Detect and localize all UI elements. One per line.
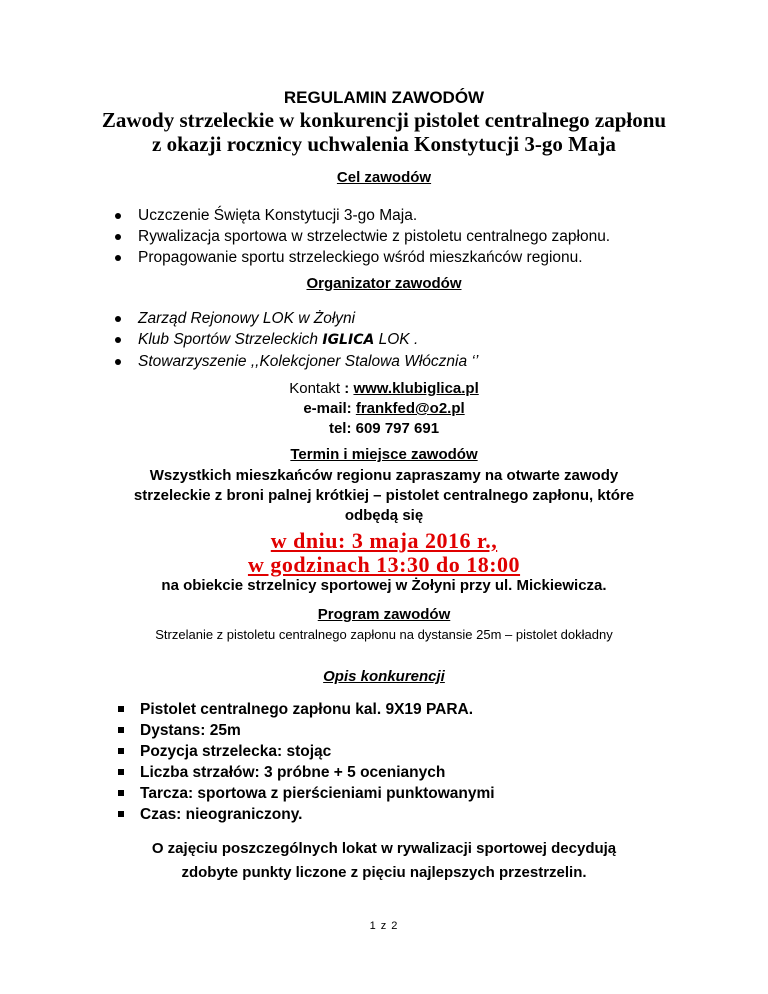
- conclusion: O zajęciu poszczególnych lokat w rywalizacji sportowej decydują zdobyte punkty liczone z pięciu najlepszych przestrzelin.: [151, 840, 617, 881]
- event-location: na obiekcie strzelnicy sportowej w Żołyni przy ul. Mickiewicza.: [161, 577, 607, 594]
- title-line-1: Zawody strzeleckie w konkurencji pistolet centralnego zapłonu: [101, 108, 667, 132]
- website-line: Kontakt : www.klubiglica.pl: [289, 380, 479, 397]
- list-item: Pozycja strzelecka: stojąc: [140, 743, 332, 760]
- document-type: REGULAMIN ZAWODÓW: [283, 88, 485, 107]
- list-item: Propagowanie sportu strzeleckiego wśród mieszkańców regionu.: [138, 249, 583, 266]
- competition-heading: Opis konkurencji: [323, 668, 445, 685]
- schedule-heading: Termin i miejsce zawodów: [290, 446, 478, 463]
- list-item: Uczczenie Święta Konstytucji 3-go Maja.: [138, 207, 418, 224]
- email-link[interactable]: frankfed@o2.pl: [355, 400, 465, 417]
- list-item: Rywalizacja sportowa w strzelectwie z pistoletu centralnego zapłonu.: [138, 228, 611, 245]
- list-item: Klub Sportów Strzeleckich IGLICA LOK .: [138, 331, 419, 348]
- list-item: Stowarzyszenie ,,Kolekcjoner Stalowa Włócznia ‘’: [138, 353, 479, 370]
- list-item: Dystans: 25m: [140, 722, 241, 739]
- competition-list: [118, 699, 495, 825]
- list-item: Liczba strzałów: 3 próbne + 5 ocenianych: [140, 764, 446, 781]
- goals-heading: Cel zawodów: [336, 169, 432, 186]
- list-item: Czas: nieograniczony.: [140, 806, 303, 823]
- event-date: w dniu: 3 maja 2016 r.,: [270, 528, 498, 553]
- iglica-brand: IGLICA: [322, 332, 375, 348]
- email-line: e-mail: frankfed@o2.pl: [303, 400, 465, 417]
- website-link[interactable]: www.klubiglica.pl: [353, 380, 479, 397]
- schedule-text: Wszystkich mieszkańców regionu zapraszamy na otwarte zawody strzeleckie z broni palnej krótkiej – pistolet centralnego zapłonu, które odbędą się: [133, 467, 635, 524]
- page-number: 1 z 2: [369, 920, 399, 932]
- event-hours: w godzinach 13:30 do 18:00: [247, 552, 521, 577]
- list-item: Tarcza: sportowa z pierścieniami punktowanymi: [140, 785, 495, 802]
- document-title: [0, 108, 768, 156]
- organizer-heading: Organizator zawodów: [306, 275, 462, 292]
- list-item: Zarząd Rejonowy LOK w Żołyni: [138, 310, 356, 327]
- organizer-list: [112, 308, 478, 372]
- program-heading: Program zawodów: [317, 606, 451, 623]
- phone-line: tel: 609 797 691: [328, 420, 440, 437]
- contact-block: [0, 379, 768, 439]
- title-line-2: z okazji rocznicy uchwalenia Konstytucji 3-go Maja: [152, 132, 616, 156]
- goals-list: [112, 205, 610, 268]
- program-text: Strzelanie z pistoletu centralnego zapłonu na dystansie 25m – pistolet dokładny: [155, 627, 613, 642]
- list-item: Pistolet centralnego zapłonu kal. 9X19 PARA.: [140, 701, 474, 718]
